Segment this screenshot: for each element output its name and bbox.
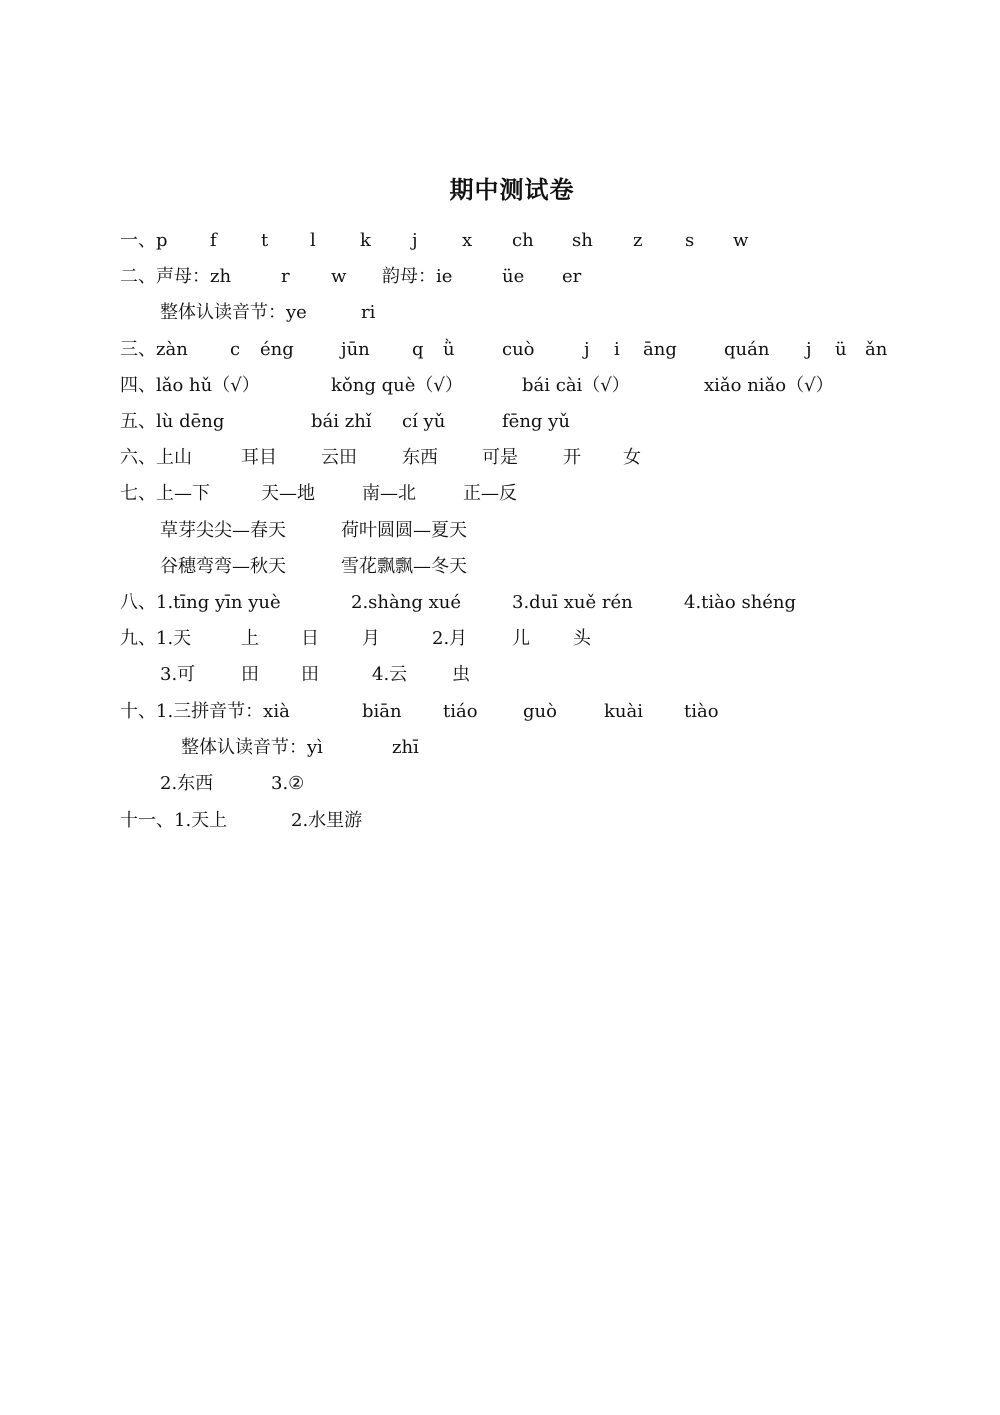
- answer-row-15: [0, 733, 1000, 763]
- answer-item: er: [562, 266, 582, 287]
- answer-item: z: [633, 230, 643, 251]
- answer-item: 七、上—下: [120, 483, 210, 504]
- answer-item: guò: [523, 701, 557, 722]
- answer-item: ü: [835, 339, 847, 360]
- answer-item: cí yǔ: [402, 411, 446, 432]
- answer-item: 虫: [452, 664, 470, 685]
- answer-item: 上: [241, 628, 259, 649]
- answer-item: j: [412, 230, 418, 251]
- answer-item: quán: [724, 339, 770, 360]
- answer-item: ǎn: [865, 339, 888, 360]
- answer-item: 韵母：ie: [382, 266, 453, 287]
- answer-item: 东西: [402, 447, 438, 468]
- answer-item: l: [310, 230, 316, 251]
- answer-row-5: [0, 371, 1000, 401]
- answer-item: 可是: [482, 447, 518, 468]
- answer-item: 女: [623, 447, 641, 468]
- answer-item: kuài: [604, 701, 643, 722]
- answer-item: 2.月: [432, 628, 468, 649]
- answer-item: r: [281, 266, 290, 287]
- answer-item: jūn: [341, 339, 370, 360]
- answer-item: 2.shàng xué: [351, 592, 461, 613]
- answer-item: 开: [563, 447, 581, 468]
- answer-item: bái cài（√）: [522, 375, 630, 396]
- answer-item: sh: [572, 230, 593, 251]
- answer-item: i: [614, 339, 620, 360]
- answer-item: éng: [260, 339, 294, 360]
- answer-item: kǒng què（√）: [331, 375, 463, 396]
- answer-item: 十、1.三拼音节：xià: [120, 701, 290, 722]
- answer-item: 儿: [512, 628, 530, 649]
- answer-item: 4.tiào shéng: [684, 592, 797, 613]
- answer-item: 五、lù dēng: [120, 411, 225, 432]
- answer-row-9: [0, 516, 1000, 546]
- answer-item: 九、1.天: [120, 628, 192, 649]
- answer-item: 谷穗弯弯—秋天: [160, 556, 286, 577]
- answer-item: 十一、1.天上: [120, 810, 228, 831]
- answer-item: 2.东西: [160, 773, 214, 794]
- answer-item: 月: [362, 628, 380, 649]
- answer-item: zhī: [392, 737, 419, 758]
- answer-item: biān: [362, 701, 402, 722]
- answer-item: 二、声母：zh: [120, 266, 232, 287]
- answer-item: j: [806, 339, 812, 360]
- answer-item: 耳目: [241, 447, 277, 468]
- answer-item: tiáo: [443, 701, 478, 722]
- answer-row-4: [0, 335, 1000, 365]
- answer-item: w: [733, 230, 749, 251]
- answer-item: 六、上山: [120, 447, 192, 468]
- answer-item: ǜ: [443, 339, 455, 360]
- answer-item: 草芽尖尖—春天: [160, 520, 286, 541]
- answer-item: 田: [241, 664, 259, 685]
- answer-item: 3.可: [160, 664, 196, 685]
- answer-row-8: [0, 479, 1000, 509]
- answer-row-1: [0, 226, 1000, 256]
- answer-item: 云田: [321, 447, 357, 468]
- answer-item: bái zhǐ: [311, 411, 372, 432]
- answer-item: 4.云: [372, 664, 408, 685]
- answer-item: 南—北: [362, 483, 416, 504]
- answer-item: 天—地: [261, 483, 315, 504]
- answer-item: üe: [502, 266, 525, 287]
- answer-item: 正—反: [463, 483, 517, 504]
- answer-item: q: [412, 339, 424, 360]
- answer-item: 田: [301, 664, 319, 685]
- answer-row-12: [0, 624, 1000, 654]
- answer-item: tiào: [684, 701, 719, 722]
- answer-item: āng: [643, 339, 677, 360]
- answer-row-14: [0, 697, 1000, 727]
- answer-row-16: [0, 769, 1000, 799]
- answer-item: 雪花飘飘—冬天: [341, 556, 467, 577]
- answer-item: 三、zàn: [120, 339, 188, 360]
- answer-item: 四、lǎo hǔ（√）: [120, 375, 260, 396]
- answer-item: k: [360, 230, 371, 251]
- answer-row-10: [0, 552, 1000, 582]
- answer-item: c: [230, 339, 241, 360]
- answer-item: 整体认读音节：yì: [181, 737, 323, 758]
- answer-row-17: [0, 806, 1000, 836]
- answer-item: fēng yǔ: [502, 411, 570, 432]
- answer-item: x: [462, 230, 473, 251]
- answer-item: j: [584, 339, 590, 360]
- answer-row-13: [0, 660, 1000, 690]
- answer-item: 日: [301, 628, 319, 649]
- answer-item: s: [685, 230, 695, 251]
- answer-item: 头: [573, 628, 591, 649]
- answer-item: 荷叶圆圆—夏天: [341, 520, 467, 541]
- answer-item: f: [210, 230, 217, 251]
- answer-item: cuò: [502, 339, 535, 360]
- answer-item: w: [331, 266, 347, 287]
- answer-item: t: [261, 230, 269, 251]
- answer-item: xiǎo niǎo（√）: [704, 375, 834, 396]
- answer-item: 3.duī xuě rén: [512, 592, 633, 613]
- answer-row-6: [0, 407, 1000, 437]
- page-title: 期中测试卷: [449, 176, 575, 204]
- answer-row-2: [0, 262, 1000, 292]
- answer-row-3: [0, 298, 1000, 328]
- answer-row-11: [0, 588, 1000, 618]
- answer-item: ri: [361, 302, 376, 323]
- answer-item: 2.水里游: [291, 810, 363, 831]
- answer-item: 整体认读音节：ye: [160, 302, 307, 323]
- answer-item: 一、p: [120, 230, 168, 251]
- answer-item: 八、1.tīng yīn yuè: [120, 592, 281, 613]
- answer-row-7: [0, 443, 1000, 473]
- answer-item: 3.②: [271, 773, 305, 794]
- answer-item: ch: [512, 230, 534, 251]
